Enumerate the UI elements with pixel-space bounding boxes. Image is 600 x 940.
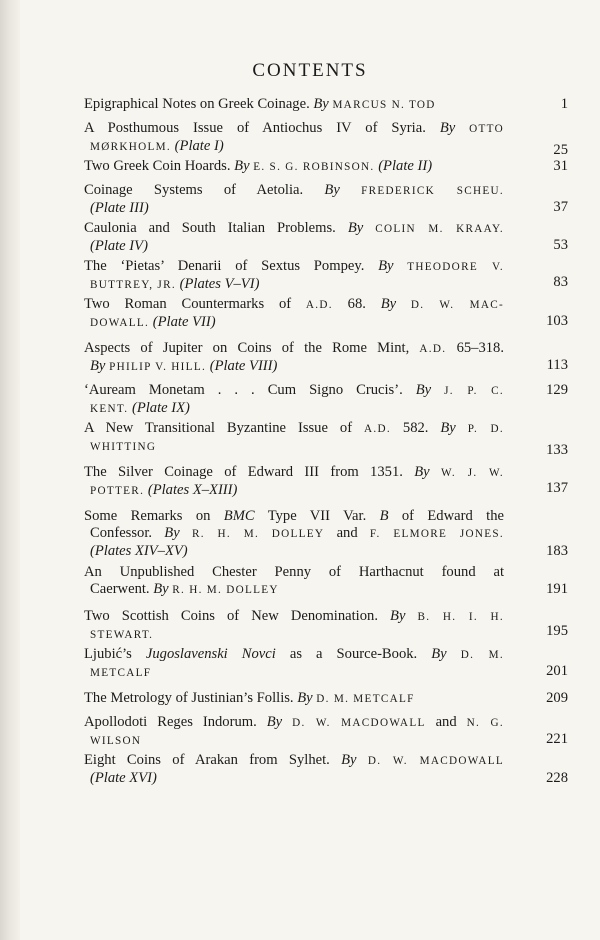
toc-page-number: 53 — [553, 237, 568, 253]
toc-entry-title: Aspects of Jupiter on Coins of the Rome Mint, A.D. 65–318. By PHILIP V. HILL. (Plate VIII) — [84, 340, 505, 374]
toc-entry-title: The Metrology of Justinian’s Follis. By D. M. METCALF — [84, 690, 415, 706]
toc-page-number: 37 — [553, 199, 568, 215]
toc-entry — [84, 464, 570, 500]
toc-entry — [84, 96, 570, 114]
toc-entry-title: A New Transitional Byzantine Issue of A.D. 582. By P. D. WHITTING — [84, 420, 504, 453]
toc-entry-title: Two Scottish Coins of New Denomination. By B. H. I. H. STEWART. — [84, 608, 504, 641]
toc-page-number: 1 — [560, 96, 568, 112]
toc-page-number: 195 — [546, 623, 568, 639]
toc-entry — [84, 608, 570, 644]
toc-entry-title: Epigraphical Notes on Greek Coinage. By MARCUS N. TOD — [84, 96, 436, 112]
toc-page-number: 228 — [546, 770, 568, 786]
toc-page-number: 31 — [553, 158, 568, 174]
toc-entry-title: Apollodoti Reges Indorum. By D. W. MACDOWALL and N. G. WILSON — [84, 714, 504, 747]
toc-entry — [84, 220, 570, 255]
toc-entry — [84, 646, 570, 682]
toc-entry-title: Two Greek Coin Hoards. By E. S. G. ROBINSON. (Plate II) — [84, 158, 433, 174]
toc-entry-title: A Posthumous Issue of Antiochus IV of Syria. By OTTO MØRKHOLM. (Plate I) — [84, 120, 504, 154]
toc-entry — [84, 564, 570, 599]
toc-entry-title: An Unpublished Chester Penny of Harthacnut found at Caerwent. By R. H. M. DOLLEY — [84, 564, 504, 597]
toc-page-number: 209 — [546, 690, 568, 706]
toc-page-number: 103 — [546, 313, 568, 329]
toc-entry — [84, 690, 570, 708]
toc-page-number: 83 — [553, 274, 568, 290]
toc-page-number: 183 — [546, 543, 568, 559]
toc-page-number: 25 — [553, 142, 568, 158]
toc-page-number: 137 — [546, 480, 568, 496]
toc-entry-title: Caulonia and South Italian Problems. By COLIN M. KRAAY. (Plate IV) — [84, 220, 504, 254]
toc-entry-title: The Silver Coinage of Edward III from 1351. By W. J. W. POTTER. (Plates X–XIII) — [84, 464, 504, 498]
toc-entry — [84, 158, 570, 176]
toc-entry-title: Two Roman Countermarks of A.D. 68. By D. W. MAC- DOWALL. (Plate VII) — [84, 296, 504, 330]
toc-entry-title: Coinage Systems of Aetolia. By FREDERICK SCHEU. (Plate III) — [84, 182, 504, 216]
toc-page-number: 113 — [546, 357, 568, 373]
toc-entry-title: Ljubić’s Jugoslavenski Novci as a Source-Book. By D. M. METCALF — [84, 646, 505, 679]
toc-entry — [84, 508, 570, 560]
toc-page-number: 201 — [546, 663, 568, 679]
toc-entry — [84, 714, 570, 750]
toc-entry-title: ‘Auream Monetam . . . Cum Signo Crucis’. By J. P. C. KENT. (Plate IX) — [84, 382, 504, 416]
book-gutter — [0, 0, 20, 940]
toc-entry — [84, 296, 570, 332]
toc-page-number: 129 — [546, 382, 568, 398]
page-title: CONTENTS — [252, 60, 368, 81]
toc-entry — [84, 182, 570, 217]
toc-entry — [84, 258, 570, 294]
toc-entry-title: The ‘Pietas’ Denarii of Sextus Pompey. By THEODORE V. BUTTREY, JR. (Plates V–VI) — [84, 258, 504, 292]
toc-entry — [84, 752, 570, 787]
toc-entry — [84, 120, 570, 156]
toc-entry — [84, 340, 570, 376]
toc-entry — [84, 420, 570, 456]
toc-entry-title: Eight Coins of Arakan from Sylhet. By D. W. MACDOWALL (Plate XVI) — [84, 752, 504, 786]
toc-entry-title: Some Remarks on BMC Type VII Var. B of Edward the Confessor. By R. H. M. DOLLEY and F. ELMORE JONES. (Plates XIV–XV) — [84, 508, 504, 559]
contents-page — [20, 0, 600, 940]
toc-entry — [84, 382, 570, 418]
toc-page-number: 191 — [546, 581, 568, 597]
toc-page-number: 221 — [546, 731, 568, 747]
toc-page-number: 133 — [546, 442, 568, 458]
